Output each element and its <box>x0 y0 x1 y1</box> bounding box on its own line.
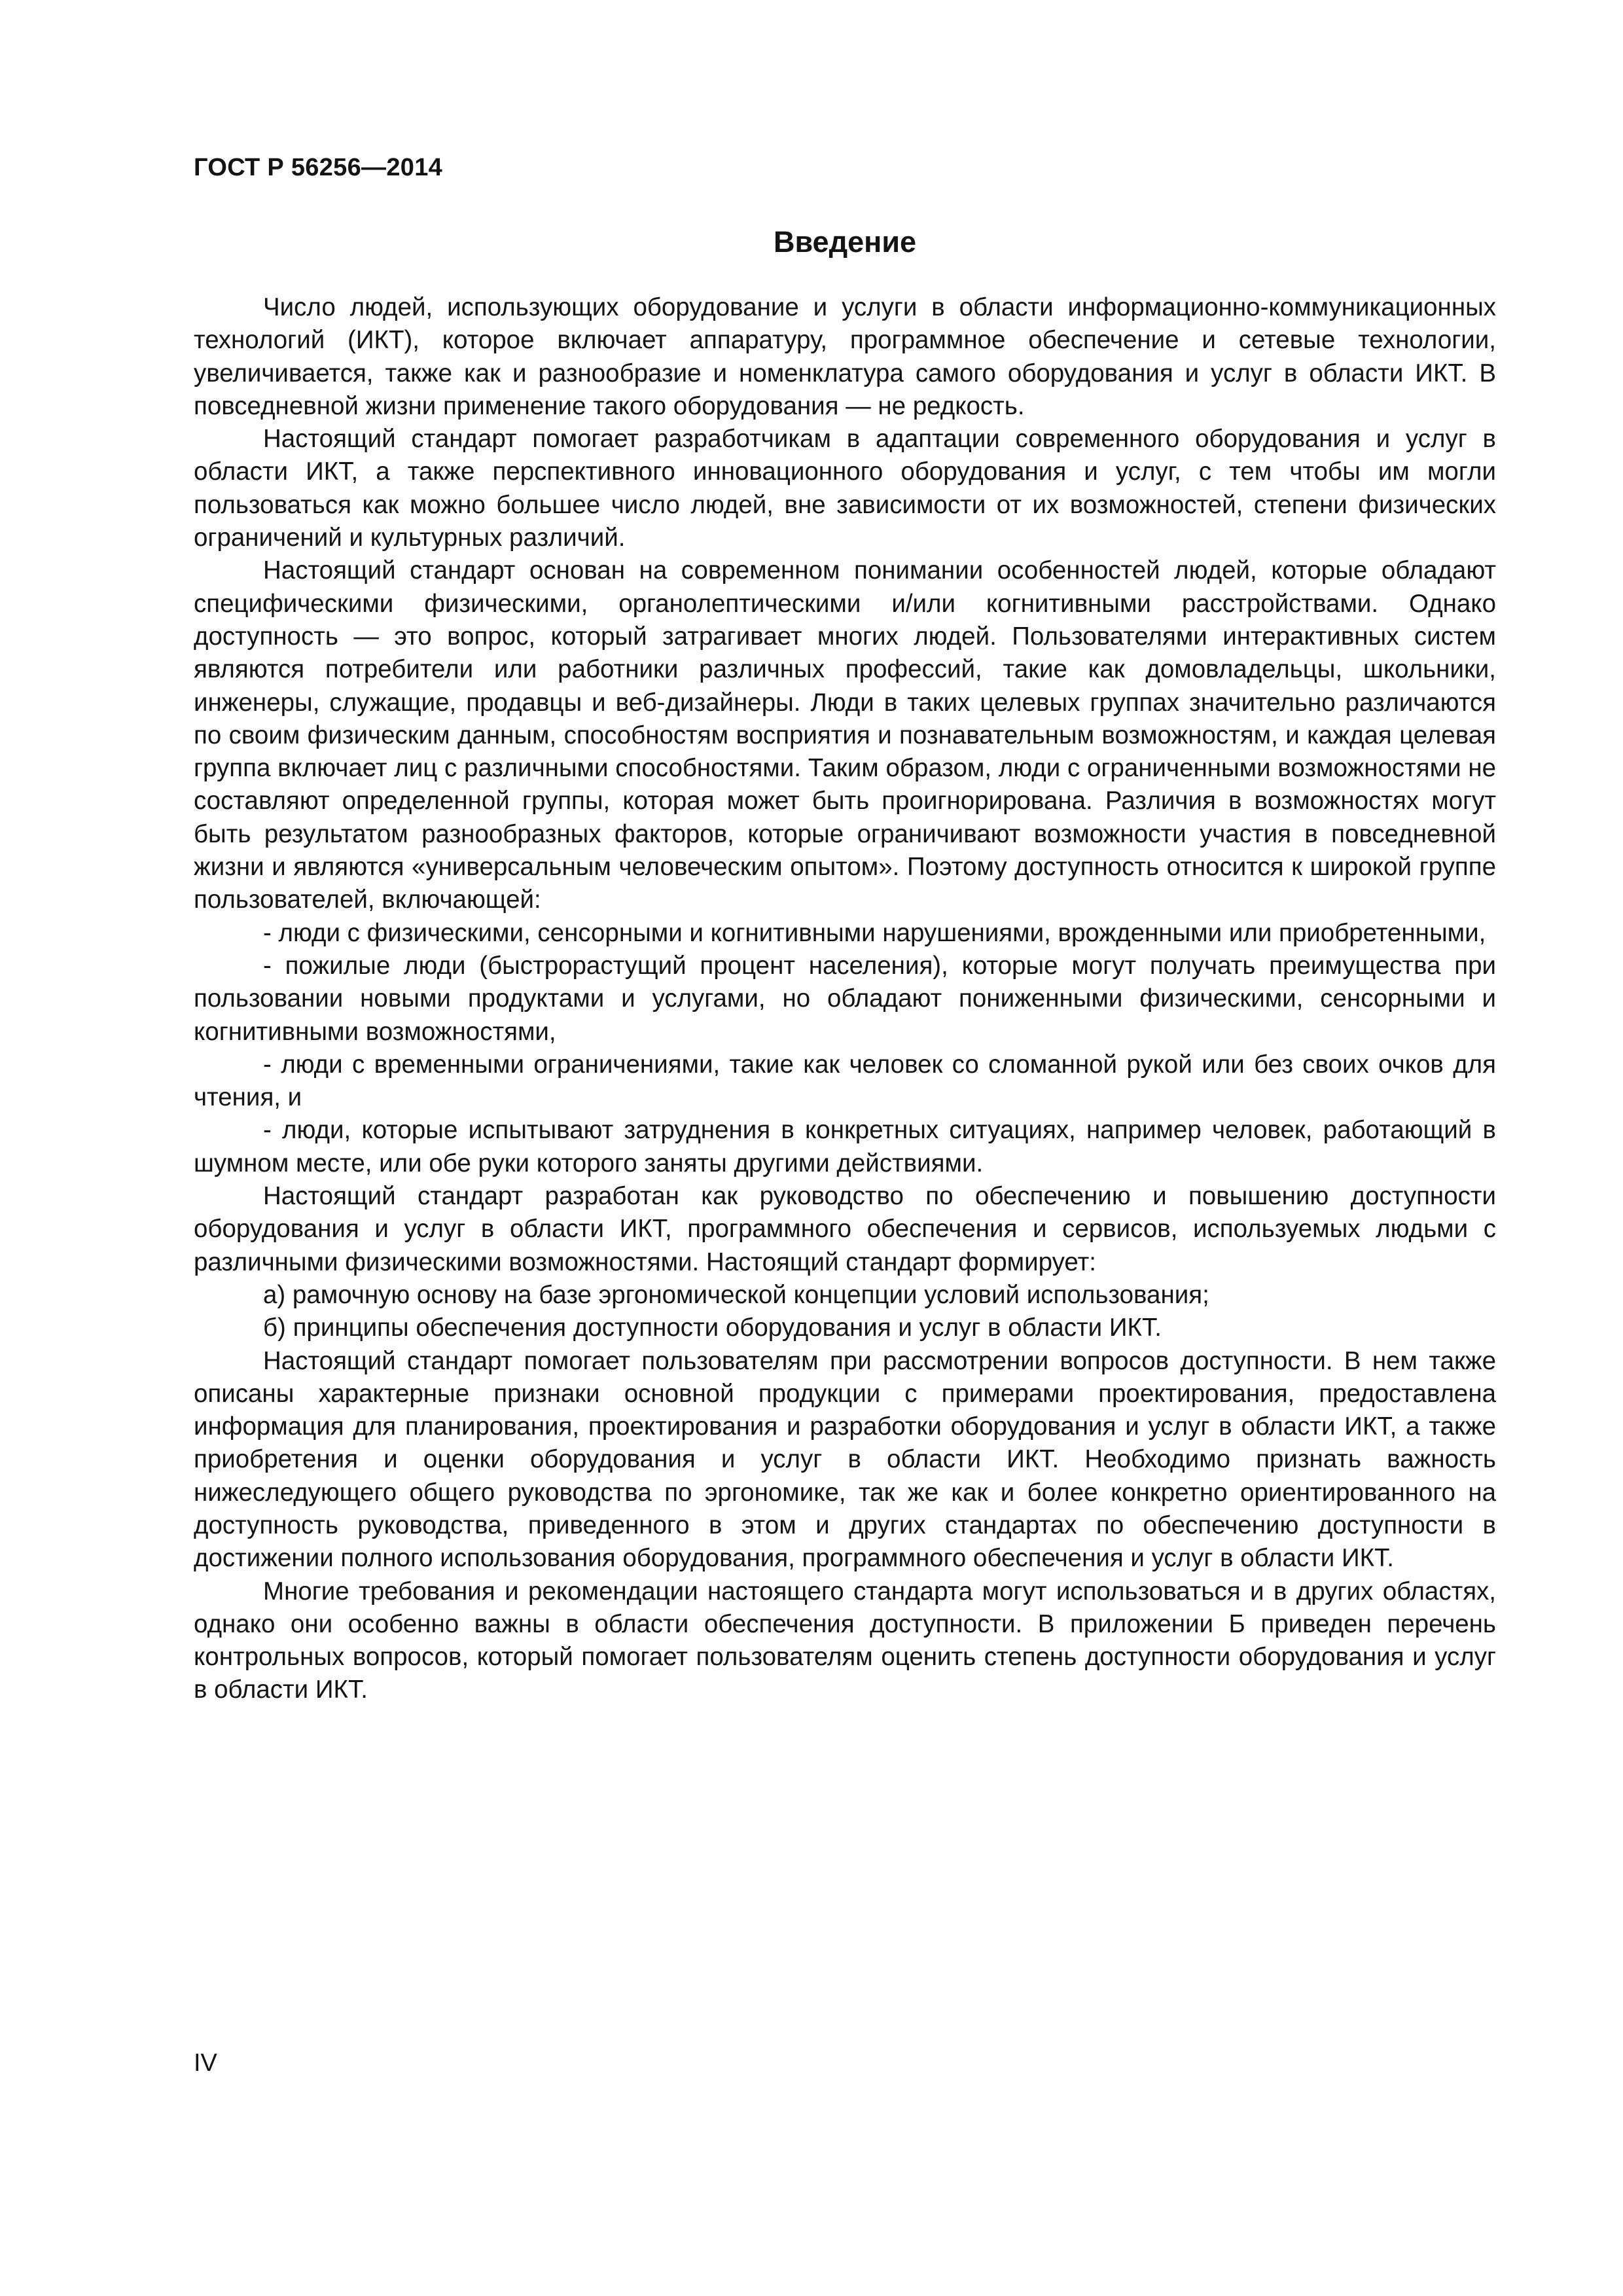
paragraph-other-areas: Многие требования и рекомендации настоящего стандарта могут использоваться и в других областях, однако они особенно важны в области обеспечения доступности. В приложении Б приведен перечень контрольных вопросов, который помогает пользователям оценить степень доступности оборудования и услуг в области ИКТ. <box>194 1577 1496 1704</box>
list-item: - пожилые люди (быстрорастущий процент населения), которые могут получать преимущества при пользовании новыми продуктами и услугами, но обладают пониженными физическими, сенсорными и когнитивными возможностями, <box>194 951 1496 1046</box>
paragraph-basis: Настоящий стандарт основан на современном понимании особенностей людей, которые обладают специфическими физическими, органолептическими и/или когнитивными расстройствами. Однако доступность — это вопрос, который затрагивает многих людей. Пользователями интерактивных систем являются потребители или работники различных профессий, такие как домовладельцы, школьники, инженеры, служащие, продавцы и веб-дизайнеры. Люди в таких целевых группах значительно различаются по своим физическим данным, способностям восприятия и познавательным возможностям, и каждая целевая группа включает лиц с различными способностями. Таким образом, люди с ограниченными возможностями не составляют определенной группы, которая может быть проигнорирована. Различия в возможностях могут быть результатом разнообразных факторов, которые ограничивают возможности участия в повседневной жизни и являются «универсальным человеческим опытом». Поэтому доступность относится к широкой группе пользователей, включающей: <box>194 556 1496 914</box>
list-item: - люди с временными ограничениями, такие как человек со сломанной рукой или без своих очков для чтения, и <box>194 1050 1496 1112</box>
standard-code: ГОСТ Р 56256—2014 <box>194 154 443 181</box>
paragraph-intro: Число людей, использующих оборудование и услуги в области информационно-коммуникационных технологий (ИКТ), которое включает аппаратуру, программное обеспечение и сетевые технологии, увеличивается, также как и разнообразие и номенклатура самого оборудования и услуг в области ИКТ. В повседневной жизни применение такого оборудования — не редкость. <box>194 293 1496 420</box>
list-item: б) принципы обеспечения доступности оборудования и услуг в области ИКТ. <box>263 1314 1162 1342</box>
paragraph-guidance: Настоящий стандарт разработан как руководство по обеспечению и повышению доступности оборудования и услуг в области ИКТ, программного обеспечения и сервисов, используемых людьми с различными физическими возможностями. Настоящий стандарт формирует: <box>194 1182 1496 1276</box>
page-number: IV <box>194 2049 217 2077</box>
document-body <box>194 291 1496 1707</box>
list-item: - люди с физическими, сенсорными и когнитивными нарушениями, врожденными или приобретенными, <box>263 918 1486 947</box>
list-item: а) рамочную основу на базе эргономической концепции условий использования; <box>263 1280 1209 1309</box>
list-item: - люди, которые испытывают затруднения в конкретных ситуациях, например человек, работающий в шумном месте, или обе руки которого заняты другими действиями. <box>194 1116 1496 1177</box>
section-title: Введение <box>773 225 917 259</box>
paragraph-purpose: Настоящий стандарт помогает разработчикам в адаптации современного оборудования и услуг в области ИКТ, а также перспективного инновационного оборудования и услуг, с тем чтобы им могли пользоваться как можно большее число людей, вне зависимости от их возможностей, степени физических ограничений и культурных различий. <box>194 425 1496 552</box>
paragraph-users: Настоящий стандарт помогает пользователям при рассмотрении вопросов доступности. В нем также описаны характерные признаки основной продукции с примерами проектирования, предоставлена информация для планирования, проектирования и разработки оборудования и услуг в области ИКТ, а также приобретения и оценки оборудования и услуг в области ИКТ. Необходимо признать важность нижеследующего общего руководства по эргономике, так же как и более конкретно ориентированного на доступность руководства, приведенного в этом и других стандартах по обеспечению доступности в достижении полного использования оборудования, программного обеспечения и услуг в области ИКТ. <box>194 1346 1496 1573</box>
